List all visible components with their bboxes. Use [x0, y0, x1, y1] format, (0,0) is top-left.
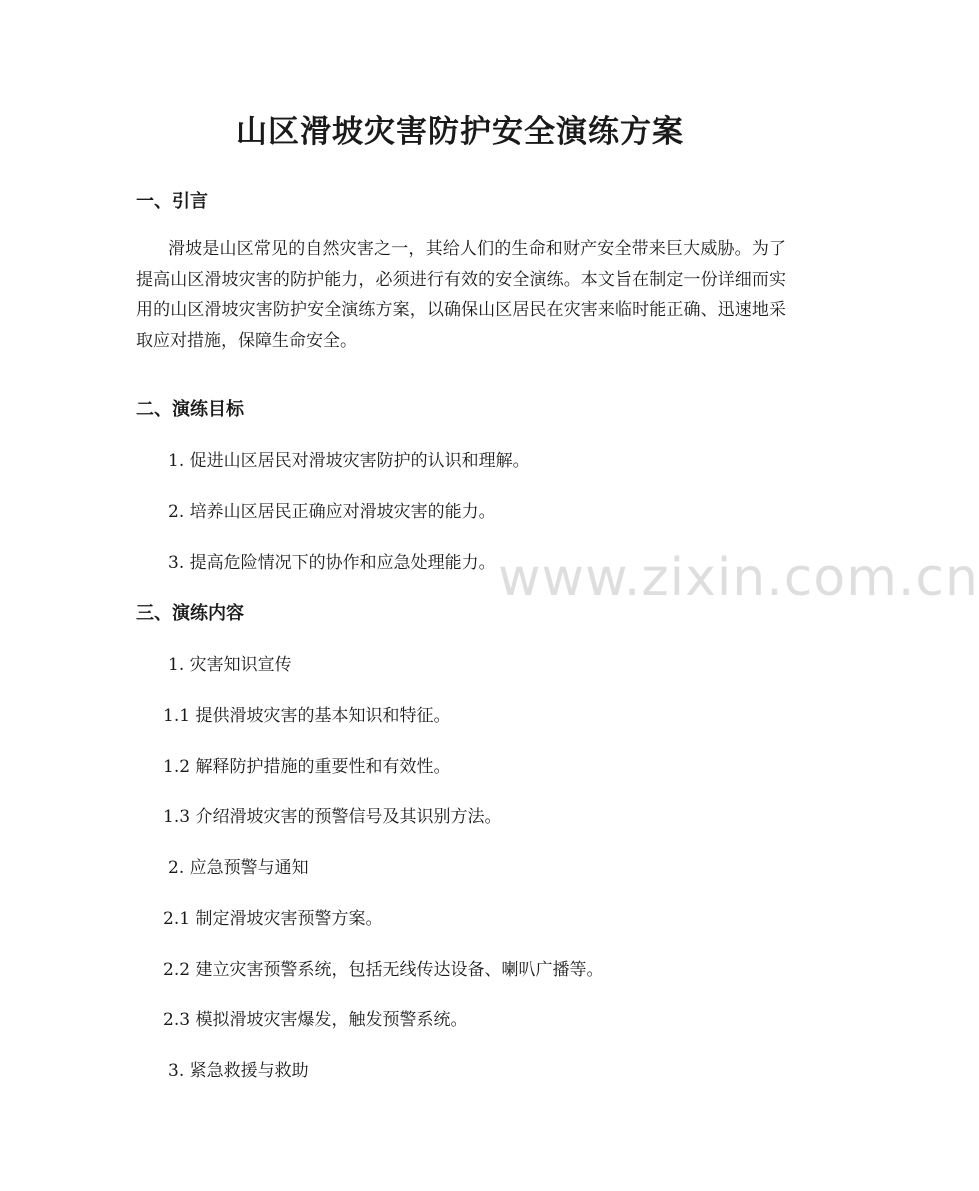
content-item: 2. 应急预警与通知: [168, 858, 309, 878]
goal-item: 3. 提高危险情况下的协作和应急处理能力。: [168, 553, 496, 573]
goal-item: 2. 培养山区居民正确应对滑坡灾害的能力。: [168, 502, 496, 522]
goal-item: 1. 促进山区居民对滑坡灾害防护的认识和理解。: [168, 451, 530, 471]
content-item: 1.1 提供滑坡灾害的基本知识和特征。: [163, 706, 451, 726]
section-heading-content: 三、演练内容: [136, 603, 244, 624]
content-item: 2.2 建立灾害预警系统，包括无线传达设备、喇叭广播等。: [163, 960, 604, 980]
content-item: 3. 紧急救援与救助: [168, 1061, 309, 1081]
introduction-paragraph: 滑坡是山区常见的自然灾害之一，其给人们的生命和财产安全带来巨大威胁。为了提高山区滑坡灾害的防护能力，必须进行有效的安全演练。本文旨在制定一份详细而实用的山区滑坡灾害防护安全演练方案，以确保山区居民在灾害来临时能正确、迅速地采取应对措施，保障生命安全。: [136, 239, 786, 351]
content-item: 1. 灾害知识宣传: [168, 655, 292, 675]
section-heading-goals: 二、演练目标: [136, 399, 244, 420]
content-item: 1.3 介绍滑坡灾害的预警信号及其识别方法。: [163, 807, 502, 827]
content-item: 2.3 模拟滑坡灾害爆发，触发预警系统。: [163, 1010, 468, 1030]
watermark: www.zixin.com.cn: [498, 548, 979, 608]
document-title: 山区滑坡灾害防护安全演练方案: [236, 114, 684, 150]
content-item: 2.1 制定滑坡灾害预警方案。: [163, 909, 383, 929]
section-heading-introduction: 一、引言: [136, 191, 208, 212]
content-item: 1.2 解释防护措施的重要性和有效性。: [163, 757, 451, 777]
